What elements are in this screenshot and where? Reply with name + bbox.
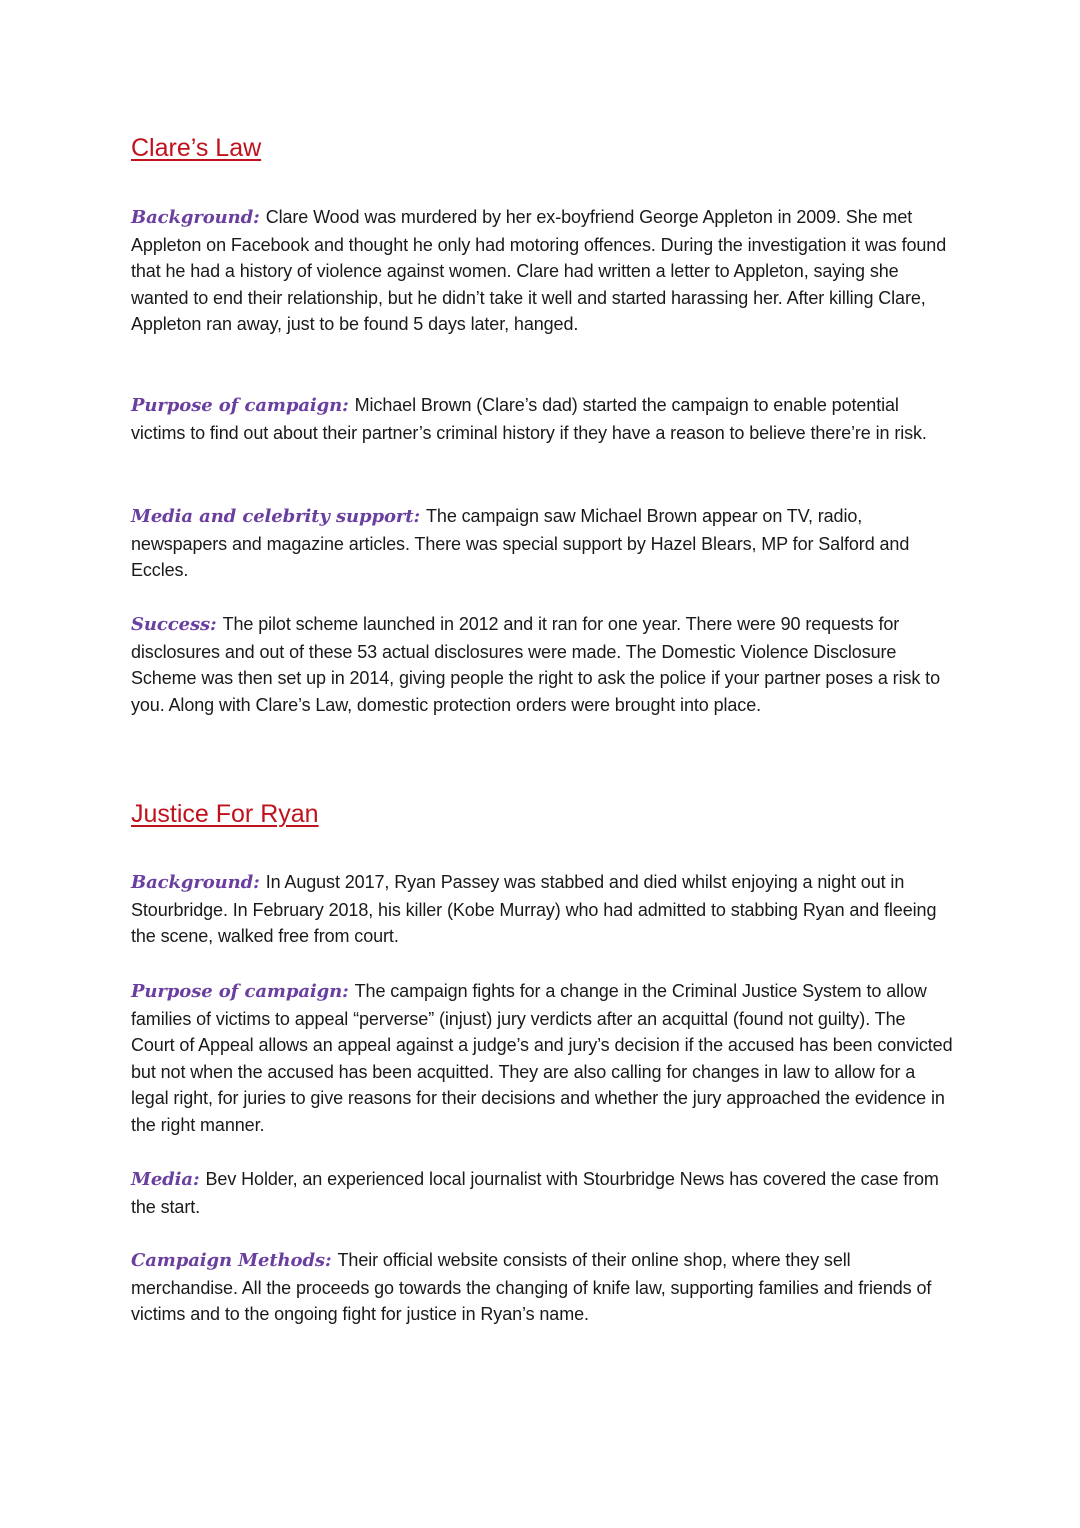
ryan-media-paragraph: [131, 1166, 953, 1220]
purpose-text: The campaign fights for a change in the Criminal Justice System to allow families of victims to appeal “perverse” (injust) jury verdicts after an acquittal (found not guilty). The Court of Appeal allows an appeal against a judge’s and jury’s decision if the accused has been convicted but not when the accused has been acquitted. They are also calling for changes in law to allow for a legal right, for juries to give reasons for their decisions and whether the jury approached the evidence in the right manner.: [131, 981, 953, 1135]
clares-law-media-paragraph: [131, 503, 953, 584]
section-title-clares-law: Clare’s Law: [131, 134, 262, 162]
purpose-label: Purpose of campaign:: [131, 981, 349, 1002]
background-text: In August 2017, Ryan Passey was stabbed and died whilst enjoying a night out in Stourbridge. In February 2018, his killer (Kobe Murray) who had admitted to stabbing Ryan and fleeing the scene, walked free from court.: [131, 872, 937, 947]
media-celebrity-label: Media and celebrity support:: [131, 506, 421, 527]
media-text: Bev Holder, an experienced local journalist with Stourbridge News has covered the case from the start.: [131, 1169, 939, 1217]
purpose-text: Michael Brown (Clare’s dad) started the campaign to enable potential victims to find out about their partner’s criminal history if they have a reason to believe there’re in risk.: [131, 395, 927, 443]
campaign-methods-label: Campaign Methods:: [131, 1250, 332, 1271]
ryan-methods-paragraph: [131, 1247, 953, 1328]
background-label: Background:: [131, 207, 260, 228]
ryan-purpose-paragraph: [131, 978, 953, 1139]
clares-law-success-paragraph: [131, 611, 953, 718]
clares-law-purpose-paragraph: [131, 392, 953, 446]
purpose-label: Purpose of campaign:: [131, 395, 349, 416]
media-celebrity-text: The campaign saw Michael Brown appear on TV, radio, newspapers and magazine articles. There was special support by Hazel Blears, MP for Salford and Eccles.: [131, 506, 910, 581]
section-title-justice-for-ryan: Justice For Ryan: [131, 800, 319, 828]
success-label: Success:: [131, 614, 217, 635]
media-label: Media:: [131, 1169, 200, 1190]
campaign-methods-text: Their official website consists of their online shop, where they sell merchandise. All the proceeds go towards the changing of knife law, supporting families and friends of victims and to the ongoing fight for justice in Ryan’s name.: [131, 1250, 932, 1325]
background-label: Background:: [131, 872, 260, 893]
success-text: The pilot scheme launched in 2012 and it ran for one year. There were 90 requests for disclosures and out of these 53 actual disclosures were made. The Domestic Violence Disclosure Scheme was then set up in 2014, giving people the right to ask the police if your partner poses a risk to you. Along with Clare’s Law, domestic protection orders were brought into place.: [131, 614, 940, 715]
clares-law-background-paragraph: [131, 204, 953, 338]
ryan-background-paragraph: [131, 869, 953, 950]
background-text: Clare Wood was murdered by her ex-boyfriend George Appleton in 2009. She met Appleton on Facebook and thought he only had motoring offences. During the investigation it was found that he had a history of violence against women. Clare had written a letter to Appleton, saying she wanted to end their relationship, but he didn’t take it well and started harassing her. After killing Clare, Appleton ran away, just to be found 5 days later, hanged.: [131, 207, 947, 335]
